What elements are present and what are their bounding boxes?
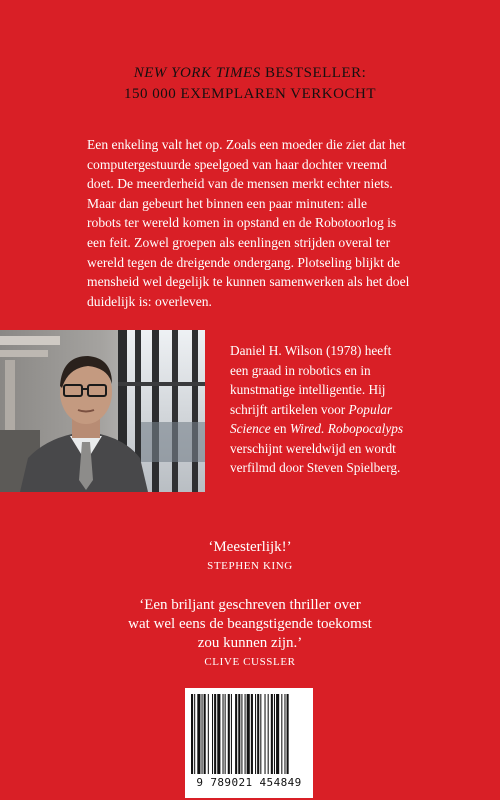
quote-text: zou kunnen zijn.’: [197, 635, 303, 651]
barcode-bar: [247, 694, 250, 774]
barcode-bar: [276, 694, 279, 774]
barcode-bar: [265, 694, 266, 774]
tagline-nyt: NEW YORK TIMES: [133, 65, 261, 81]
barcode-bar: [257, 694, 259, 774]
barcode-bar: [231, 694, 232, 774]
barcode-bar: [223, 694, 224, 774]
bio-line: [230, 419, 445, 439]
barcode-bar: [287, 694, 289, 774]
barcode-bar: [202, 694, 203, 774]
blurb-line: doet. De meerderheid van de mensen merkt echter niets.: [87, 176, 393, 192]
barcode-bar: [235, 694, 237, 774]
author-bio: [230, 341, 445, 478]
quote-clive-cussler: [0, 596, 500, 670]
barcode-bar: [238, 694, 240, 774]
quote-text: ‘Een briljant geschreven thriller over: [139, 597, 361, 613]
quote-text: wat wel eens de beangstigende toekomst: [128, 616, 372, 632]
quote-author: CLIVE CUSSLER: [204, 656, 296, 668]
barcode-bar: [251, 694, 253, 774]
barcode-bar: [225, 694, 226, 774]
bio-popular: Popular: [348, 401, 393, 417]
barcode-bar: [255, 694, 256, 774]
book-blurb: [87, 135, 427, 311]
bio-text: en: [270, 421, 290, 436]
bio-line: een graad in robotics en in: [230, 362, 371, 378]
blurb-line: mensheid wel degelijk te kunnen samenwerken als het doel: [87, 274, 410, 290]
blurb-line: robots ter wereld komen in opstand en de Robotoorlog is: [87, 215, 397, 231]
bio-line: verschijnt wereldwijd en wordt: [230, 440, 396, 456]
barcode-bars: [185, 688, 313, 776]
barcode-bar: [271, 694, 273, 774]
tagline-line-1: [0, 63, 500, 84]
bio-text: schrijft artikelen voor: [230, 401, 349, 417]
bio-wired: Wired. Robopocalyps: [289, 421, 404, 436]
bio-line: [230, 400, 445, 420]
blurb-line: duidelijk is: overleven.: [87, 293, 212, 309]
barcode-bar: [241, 694, 242, 774]
bio-line: Daniel H. Wilson (1978) heeft: [230, 343, 392, 358]
barcode-bar: [214, 694, 216, 774]
barcode-bar: [191, 694, 193, 774]
barcode-bar: [281, 694, 282, 774]
blurb-line: Een enkeling valt het op. Zoals een moeder die ziet dat het: [87, 137, 406, 152]
barcode-bar: [217, 694, 220, 774]
author-photo: [0, 330, 205, 492]
blurb-line: wereld tegen de dreigende ondergang. Plotseling blijkt de: [87, 254, 401, 270]
quote-stephen-king: [0, 538, 500, 574]
isbn-barcode: [185, 688, 313, 798]
bio-line: verfilmd door Steven Spielberg.: [230, 460, 401, 475]
barcode-bar: [245, 694, 246, 774]
barcode-bar: [268, 694, 269, 774]
tagline-bestseller: BESTSELLER:: [260, 65, 367, 81]
barcode-bar: [284, 694, 285, 774]
barcode-digits: 9 789021 454849: [196, 776, 302, 789]
blurb-line: computergestuurde speelgoed van haar dochter vreemd: [87, 156, 387, 172]
barcode-bar: [194, 694, 195, 774]
blurb-line: een feit. Zowel groepen als eenlingen strijden overal ter: [87, 234, 391, 250]
blurb-line: Maar dan gebeurt het binnen een paar minuten: alle: [87, 195, 368, 211]
barcode-bar: [204, 694, 206, 774]
barcode-bar: [228, 694, 230, 774]
bio-science: Science: [230, 421, 271, 436]
author-photo-illustration: [0, 330, 205, 492]
barcode-bar: [208, 694, 209, 774]
barcode-bar: [197, 694, 200, 774]
bio-line: kunstmatige intelligentie. Hij: [230, 382, 386, 397]
quote-author: STEPHEN KING: [207, 560, 293, 572]
tagline: [0, 63, 500, 105]
quote-text: ‘Meesterlijk!’: [208, 539, 292, 555]
barcode-bar: [212, 694, 213, 774]
barcode-bar: [274, 694, 275, 774]
barcode-bar: [260, 694, 261, 774]
tagline-line-2: 150 000 EXEMPLAREN VERKOCHT: [124, 86, 376, 102]
